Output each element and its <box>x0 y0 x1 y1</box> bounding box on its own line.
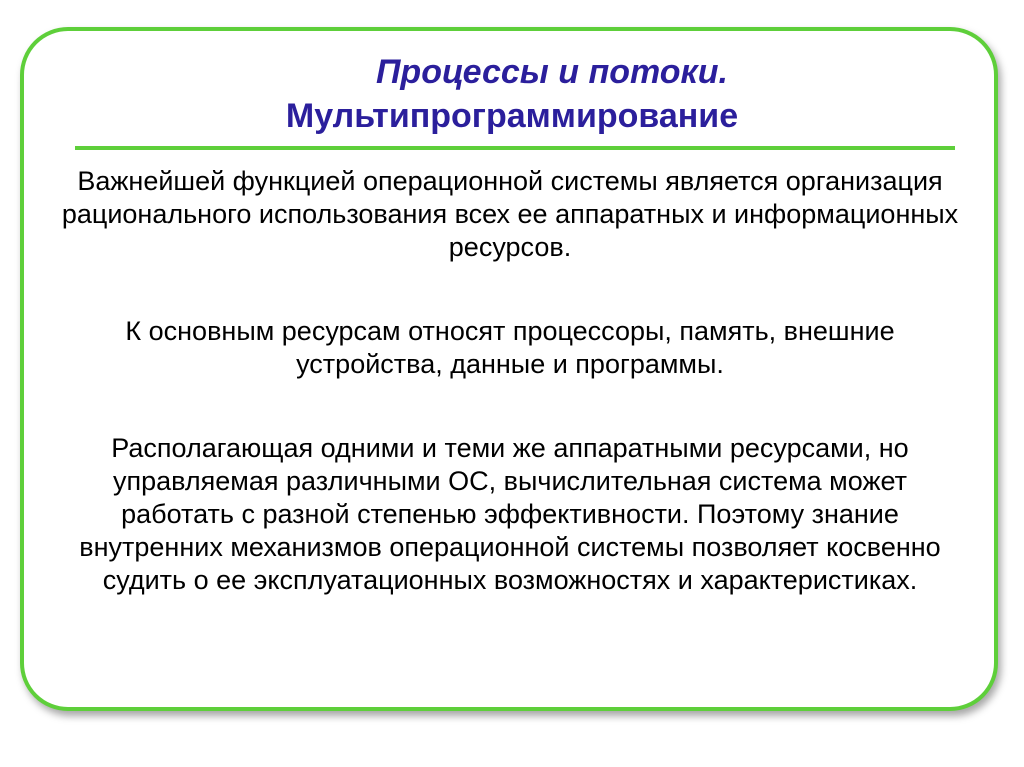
slide-title-line2: Мультипрограммирование <box>285 97 739 135</box>
paragraph-os-function: Важнейшей функцией операционной системы является организация рационального использования всех ее аппаратных и информационных ресурсов. <box>61 166 959 262</box>
paragraph-main-resources: К основным ресурсам относят процессоры, память, внешние устройства, данные и программы. <box>125 316 895 379</box>
title-divider <box>75 146 955 150</box>
paragraph-efficiency: Располагающая одними и теми же аппаратными ресурсами, но управляемая различными ОС, вычислительная система может работать с разной степенью эффективности. Поэтому знание внутренних механизмов операционной системы позволяет косвенно судить о ее эксплуатационных возможностях и характеристиках. <box>79 433 941 595</box>
slide-title-line1: Процессы и потоки. <box>375 53 729 91</box>
